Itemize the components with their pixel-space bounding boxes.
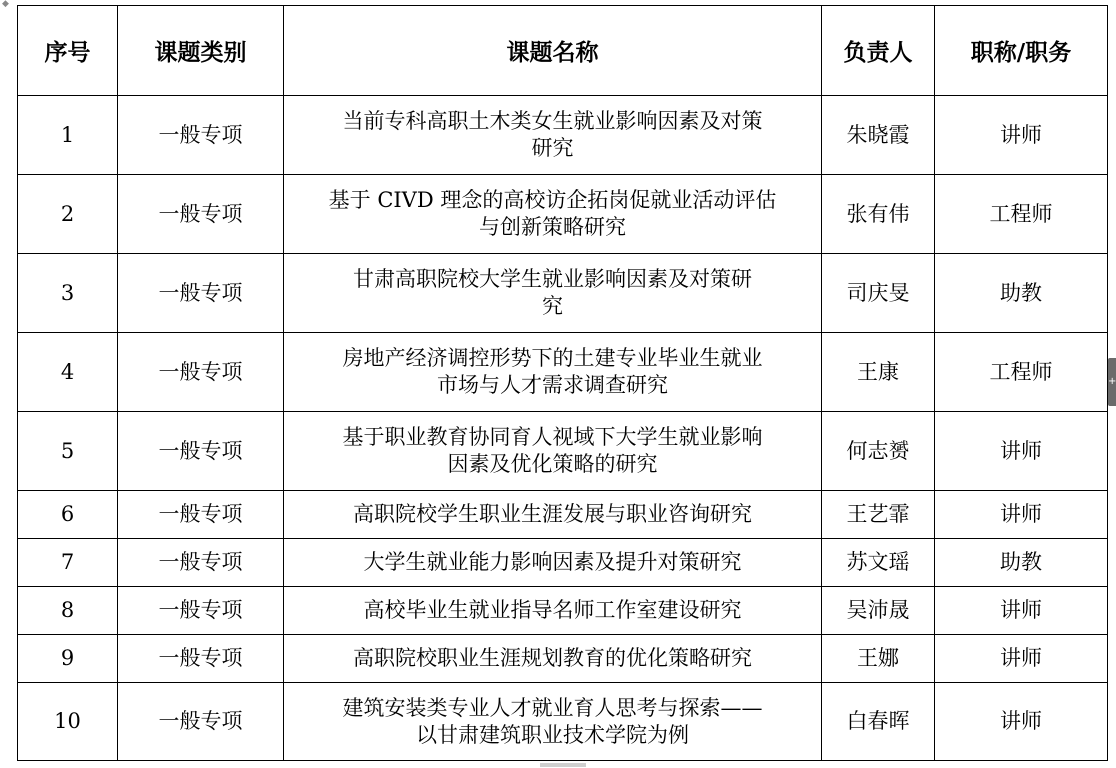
table-row: [18, 412, 1108, 491]
cell-owner: 王娜: [822, 635, 935, 683]
cell-position: 工程师: [935, 333, 1108, 412]
title-line-2: 与创新策略研究: [479, 215, 626, 239]
cell-category: 一般专项: [118, 175, 284, 254]
cell-owner: 何志赟: [822, 412, 935, 491]
cell-num: 4: [18, 333, 118, 412]
header-position: 职称/职务: [935, 6, 1108, 96]
table-header-row: [18, 6, 1108, 96]
title-line-2: 因素及优化策略的研究: [447, 452, 658, 476]
title-line-2: 究: [542, 294, 563, 318]
cell-title: 高职院校学生职业生涯发展与职业咨询研究: [284, 491, 822, 539]
cell-owner: 王康: [822, 333, 935, 412]
title-line-2: 以甘肃建筑职业技术学院为例: [416, 722, 689, 747]
cell-category: 一般专项: [118, 683, 284, 761]
title-line-2: 市场与人才需求调查研究: [437, 373, 668, 397]
cell-category: 一般专项: [118, 412, 284, 491]
table-row: [18, 683, 1108, 761]
cell-category: 一般专项: [118, 635, 284, 683]
title-line-1: 房地产经济调控形势下的土建专业毕业生就业: [342, 346, 763, 370]
table-row: [18, 333, 1108, 412]
cell-title: [284, 96, 822, 175]
title-line-2: 研究: [531, 136, 574, 160]
cell-title: [284, 683, 822, 761]
table-row: [18, 96, 1108, 175]
cell-position: 讲师: [935, 683, 1108, 761]
cell-title: 高职院校职业生涯规划教育的优化策略研究: [284, 635, 822, 683]
cell-category: 一般专项: [118, 539, 284, 587]
header-num: 序号: [18, 6, 118, 96]
table-row: [18, 539, 1108, 587]
cell-position: 讲师: [935, 635, 1108, 683]
cell-title: 高校毕业生就业指导名师工作室建设研究: [284, 587, 822, 635]
cell-title: 大学生就业能力影响因素及提升对策研究: [284, 539, 822, 587]
side-panel-toggle-icon[interactable]: +: [1108, 358, 1116, 406]
table-row: [18, 175, 1108, 254]
header-owner: 负责人: [822, 6, 935, 96]
cell-title: [284, 175, 822, 254]
cell-title: [284, 412, 822, 491]
cell-num: 8: [18, 587, 118, 635]
cell-owner: 王艺霏: [822, 491, 935, 539]
cell-num: 9: [18, 635, 118, 683]
cell-category: 一般专项: [118, 96, 284, 175]
cell-owner: 司庆旻: [822, 254, 935, 333]
title-line-1: 基于 CIVD 理念的高校访企拓岗促就业活动评估: [328, 188, 777, 212]
title-line-1: 甘肃高职院校大学生就业影响因素及对策研: [353, 267, 752, 291]
title-line-1: 基于职业教育协同育人视域下大学生就业影响: [342, 425, 763, 449]
cell-category: 一般专项: [118, 587, 284, 635]
cell-position: 讲师: [935, 587, 1108, 635]
move-handle-icon[interactable]: ◆: [2, 0, 9, 9]
cell-title: [284, 254, 822, 333]
project-table: [17, 5, 1108, 761]
cell-num: 10: [18, 683, 118, 761]
title-line-1: 建筑安装类专业人才就业育人思考与探索——: [342, 695, 763, 720]
title-line-1: 当前专科高职土木类女生就业影响因素及对策: [342, 109, 763, 133]
horizontal-scrollbar[interactable]: [540, 763, 586, 767]
cell-owner: 吴沛晟: [822, 587, 935, 635]
cell-category: 一般专项: [118, 333, 284, 412]
cell-owner: 白春晖: [822, 683, 935, 761]
header-category: 课题类别: [118, 6, 284, 96]
table-row: [18, 491, 1108, 539]
cell-owner: 张有伟: [822, 175, 935, 254]
cell-position: 讲师: [935, 96, 1108, 175]
header-title: 课题名称: [284, 6, 822, 96]
cell-position: 助教: [935, 539, 1108, 587]
cell-num: 3: [18, 254, 118, 333]
cell-category: 一般专项: [118, 254, 284, 333]
cell-num: 1: [18, 96, 118, 175]
cell-owner: 朱晓霞: [822, 96, 935, 175]
table-row: [18, 587, 1108, 635]
cell-position: 助教: [935, 254, 1108, 333]
cell-num: 6: [18, 491, 118, 539]
cell-position: 讲师: [935, 491, 1108, 539]
cell-owner: 苏文瑶: [822, 539, 935, 587]
cell-category: 一般专项: [118, 491, 284, 539]
cell-num: 2: [18, 175, 118, 254]
cell-position: 工程师: [935, 175, 1108, 254]
cell-title: [284, 333, 822, 412]
cell-num: 5: [18, 412, 118, 491]
cell-num: 7: [18, 539, 118, 587]
table-row: [18, 254, 1108, 333]
cell-position: 讲师: [935, 412, 1108, 491]
table-row: [18, 635, 1108, 683]
